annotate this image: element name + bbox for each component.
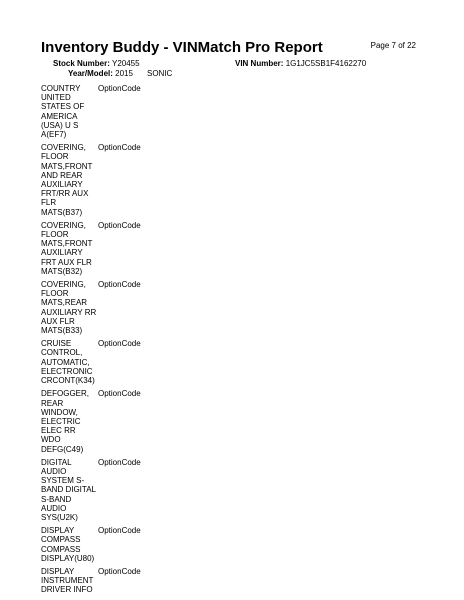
option-description-line: WDO — [41, 435, 61, 445]
option-description-line: MATS(B37) — [41, 207, 83, 217]
option-description-line: FLOOR — [41, 230, 69, 240]
option-description-line: COVERING, — [41, 280, 86, 290]
option-description-line: MATS(B32) — [41, 266, 83, 276]
option-type: OptionCode — [98, 457, 141, 467]
option-description-line: FRT AUX FLR — [41, 257, 92, 267]
option-description-line: ELECTRONIC — [41, 366, 93, 376]
option-description-line: WINDOW, — [41, 407, 78, 417]
vin-number-row — [235, 59, 366, 69]
option-description-line: SYSTEM S- — [41, 476, 85, 486]
option-description-line: MATS,FRONT — [41, 239, 93, 249]
option-type: OptionCode — [98, 339, 141, 349]
option-row — [41, 458, 241, 522]
option-description-line: UNITED — [41, 93, 71, 103]
option-description-line: A(EF7) — [41, 130, 67, 140]
option-row — [41, 280, 241, 335]
option-description-line: AMERICA — [41, 111, 78, 121]
option-description-line: STATES OF — [41, 102, 85, 112]
option-description — [41, 389, 98, 453]
option-description-line: INSTRUMENT — [41, 576, 94, 586]
option-description — [41, 143, 98, 217]
option-description-line: BAND DIGITAL — [41, 485, 96, 495]
option-description-line: DEFG(C49) — [41, 444, 84, 454]
option-description — [41, 84, 98, 139]
option-type: OptionCode — [98, 566, 141, 576]
option-description — [41, 339, 98, 385]
option-description-line: AUX FLR — [41, 316, 75, 326]
page-number: Page 7 of 22 — [370, 41, 416, 50]
option-description-line: FRT/RR AUX — [41, 189, 89, 199]
stock-number-row — [53, 59, 140, 69]
option-description-line: MATS,FRONT — [41, 161, 93, 171]
option-description-line: FLR — [41, 198, 57, 208]
year-model-row — [68, 69, 133, 79]
option-description-line: CRUISE — [41, 339, 72, 349]
option-description-line: DIGITAL — [41, 457, 72, 467]
option-description-line: DISPLAY(U80) — [41, 553, 95, 563]
option-description-line: CONTROL, — [41, 348, 83, 358]
option-row — [41, 84, 241, 139]
option-description-line: AUXILIARY — [41, 180, 83, 190]
option-description-line: CRCONT(K34) — [41, 376, 95, 386]
option-description-line: MATS(B33) — [41, 326, 83, 336]
model-value: SONIC — [147, 69, 173, 78]
option-description-line: COVERING, — [41, 220, 86, 230]
report-title: Inventory Buddy - VINMatch Pro Report — [41, 39, 323, 56]
option-description-line: COVERING, — [41, 143, 86, 153]
option-description-line: ELECTRIC — [41, 416, 81, 426]
option-description-line: DEFOGGER, — [41, 389, 90, 399]
option-description-line: AUDIO — [41, 503, 67, 513]
option-description-line: AUTOMATIC, — [41, 357, 90, 367]
option-row — [41, 526, 241, 563]
stock-number-label: Stock Number: — [53, 59, 110, 68]
option-description-line: COMPASS — [41, 544, 81, 554]
option-row — [41, 339, 241, 385]
option-description-line: REAR — [41, 398, 64, 408]
option-description-line: MATS,REAR — [41, 298, 88, 308]
option-description — [41, 221, 98, 276]
option-description — [41, 280, 98, 335]
option-description-line: COUNTRY — [41, 84, 81, 93]
option-description-line: AUXILIARY — [41, 248, 83, 258]
option-description-line: COMPASS — [41, 535, 81, 545]
stock-number-value: Y20455 — [111, 59, 140, 68]
option-description-line: DRIVER INFO — [41, 585, 93, 595]
option-description-line: AND REAR — [41, 170, 83, 180]
option-row — [41, 389, 241, 453]
option-row — [41, 221, 241, 276]
option-description-line: (USA) U S — [41, 120, 79, 130]
option-description — [41, 526, 98, 563]
option-type: OptionCode — [98, 526, 141, 536]
option-description-line: S-BAND — [41, 494, 72, 504]
option-description-line: DISPLAY — [41, 566, 75, 576]
vin-number-value: 1G1JC5SB1F4162270 — [285, 59, 367, 68]
option-type: OptionCode — [98, 389, 141, 399]
option-row — [41, 567, 241, 595]
option-description-line: FLOOR — [41, 152, 69, 162]
option-type: OptionCode — [98, 143, 141, 153]
option-type: OptionCode — [98, 220, 141, 230]
option-description — [41, 567, 98, 595]
option-description-line: FLOOR — [41, 289, 69, 299]
option-description-line: DISPLAY — [41, 526, 75, 536]
option-type: OptionCode — [98, 280, 141, 290]
option-type: OptionCode — [98, 84, 141, 93]
year-model-label: Year/Model: — [68, 69, 113, 78]
option-description — [41, 458, 98, 522]
option-list — [41, 84, 241, 599]
option-description-line: SYS(U2K) — [41, 512, 78, 522]
option-description-line: AUXILIARY RR — [41, 307, 97, 317]
option-description-line: AUDIO — [41, 466, 67, 476]
vin-number-label: VIN Number: — [235, 59, 284, 68]
year-value: 2015 — [115, 69, 133, 78]
option-description-line: ELEC RR — [41, 426, 76, 436]
option-row — [41, 143, 241, 217]
